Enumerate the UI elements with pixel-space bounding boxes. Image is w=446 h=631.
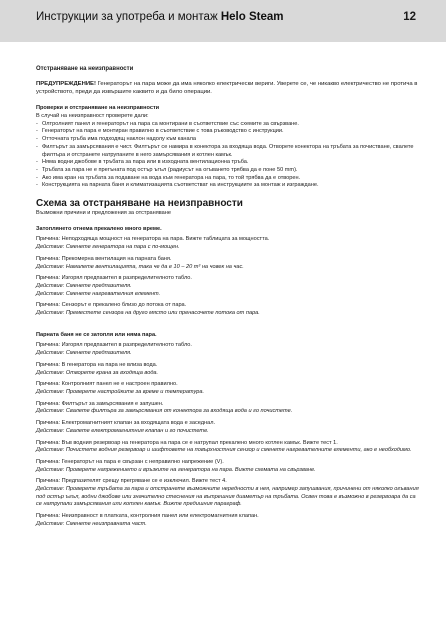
cause-action-block — [36, 302, 420, 317]
cause-text: Причина: В генератора на пара не влиза вода. — [36, 361, 158, 368]
checks-heading: Проверки и отстраняване на неизправности — [36, 105, 160, 112]
list-item: - Генераторът на пара е монтиран правилно в съответствие с това ръководство с инструкции. — [36, 128, 420, 136]
action-text: Действие: Сменете генератора на пара с по-мощен. — [36, 244, 180, 251]
title-product: Helo Steam — [220, 11, 284, 23]
action-text: Действие: Сменете неизправната част. — [36, 520, 147, 527]
document-title — [36, 11, 283, 23]
list-item: - Ако има кран на тръбата за подаване на вода към генератора на пара, то той трябва да е отворен. — [36, 175, 420, 183]
action-text: Действие: Преместете сензора на друго място или пренасочете потока от пара. — [36, 310, 260, 317]
cause-text: Причина: Генераторът на пара е свързан с неправилно напрежение (V). — [36, 458, 224, 465]
cause-action-block — [36, 440, 420, 455]
checks-list — [36, 121, 420, 190]
action-text: Действие: Почистете водния резервоар и шифтовете на повърхностния сензор и сменете нагревателните елементи, ако е необходимо. — [36, 447, 412, 454]
cause-action-block — [36, 236, 420, 251]
cause-action-block — [36, 478, 420, 509]
warning-label: ПРЕДУПРЕЖДЕНИЕ! — [36, 80, 96, 87]
cause-text: Причина: Предпазителят срещу прегряване се е изключил. Вижте тест 4. — [36, 478, 227, 485]
title-prefix: Инструкции за употреба и монтаж — [36, 11, 221, 23]
cause-text: Причина: Контролният панел не е настроен правилно. — [36, 381, 178, 388]
cause-text: Причина: Електромагнитният клапан за входящата вода е заседнал. — [36, 420, 216, 427]
action-text: Действие: Сменете предпазителя. Действие: Сменете нагревателния елемент. — [36, 282, 161, 297]
scheme-intro: Възможни причини и предложения за отстраняване — [36, 210, 171, 217]
list-item: - Конструкцията на парната баня и климатизацията съответстват на инструкциите за монтаж и изграждане. — [36, 182, 420, 190]
page-content — [36, 66, 420, 533]
cause-action-block — [36, 513, 420, 528]
list-item: - Отточната тръба има подходящ наклон надолу към канала — [36, 136, 420, 144]
cause-action-block — [36, 256, 420, 271]
action-text: Действие: Сменете предпазителя. — [36, 350, 132, 357]
action-text: Действие: Проверете тръбата за пара и отстранете възможните нередности в нея, например запушвания, причинени от няколко огъвания под остър ъгъл, водни джобове или значително стеснения на вътрешния диаметър на тръбата. Освен това е възможно в резервоара да са се натрупали замърсявания или котлен камък. Вижте предишния параграф. — [36, 486, 419, 508]
list-item: - Филтърът за замърсявания е чист. Филтърът се намира в конектора за входяща вода. Отворете конектора на тръбата за почистване, свалете филтъра и отстранете натрупаните в него замърсявания и котлен камък. — [36, 144, 420, 159]
cause-text: Причина: Сензорът е прекалено близо до потока от пара. — [36, 302, 187, 309]
cause-text: Причина: Филтърът за замърсявания е запушен. — [36, 400, 164, 407]
list-item: - Тръбата за пара не е прегъната под остър ъгъл (радиусът на огъването трябва да е поне 50 mm). — [36, 167, 420, 175]
cause-action-block — [36, 381, 420, 396]
action-text: Действие: Отворете крана за входяща вода. — [36, 369, 159, 376]
cause-action-block — [36, 459, 420, 474]
cause-text: Причина: Изгорял предпазител в разпределителното табло. — [36, 275, 192, 282]
page-number: 12 — [403, 11, 416, 23]
warning-text: Генераторът на пара може да има няколко електрически вериги. Уверете се, че никакво електричество не протича в устройството, преди да извършите каквито и да било операции. — [36, 80, 418, 95]
action-text: Действие: Свалете филтъра за замърсявания от конектора за входяща вода и го почистете. — [36, 408, 293, 415]
warning-paragraph — [36, 81, 420, 97]
cause-action-block — [36, 362, 420, 377]
cause-text: Причина: Изгорял предпазител в разпределителното табло. — [36, 342, 192, 349]
action-text: Действие: Проверете настройките за време и температура. — [36, 388, 205, 395]
section-title-no-steam: Парната баня не се затопля или няма пара. — [36, 331, 157, 338]
action-text: Действие: Проверете напрежението и връзките на генератора на пара. Вижте схемата на свързване. — [36, 466, 316, 473]
action-text: Действие: Намалете вентилацията, така че да е 10 – 20 m³ на човек на час. — [36, 263, 244, 270]
cause-action-block — [36, 342, 420, 357]
cause-text: Причина: Неизправност в платката, контролния панел или електромагнитния клапан. — [36, 513, 259, 520]
list-item: - Олтролният панел и генераторът на пара са монтирани в съответствие със схемите за свързване. — [36, 121, 420, 129]
section-title-slow-heating: Затоплянето отнема прекалено много време. — [36, 225, 162, 232]
checks-intro: В случай на неизправност проверете дали: — [36, 113, 149, 119]
page-header — [0, 0, 446, 42]
cause-text: Причина: Неподходяща мощност на генератора на пара. Вижте таблицата за мощността. — [36, 236, 270, 243]
list-item: - Няма водни джобове в тръбата за пара или в изходната вентилационна тръба. — [36, 159, 420, 167]
action-text: Действие: Свалете електромагнитния клапан и го почистете. — [36, 427, 209, 434]
cause-text: Причина: Прекомерна вентилация на парната баня. — [36, 255, 172, 262]
cause-action-block — [36, 275, 420, 298]
cause-action-block — [36, 420, 420, 435]
cause-text: Причина: Във водния резервоар на генератора на пара се е натрупал прекалено много котлен камък. Вижте тест 1. — [36, 439, 338, 446]
cause-action-block — [36, 401, 420, 416]
troubleshooting-heading: Отстраняване на неизправности — [36, 66, 134, 72]
scheme-heading: Схема за отстраняване на неизправности — [36, 198, 243, 210]
